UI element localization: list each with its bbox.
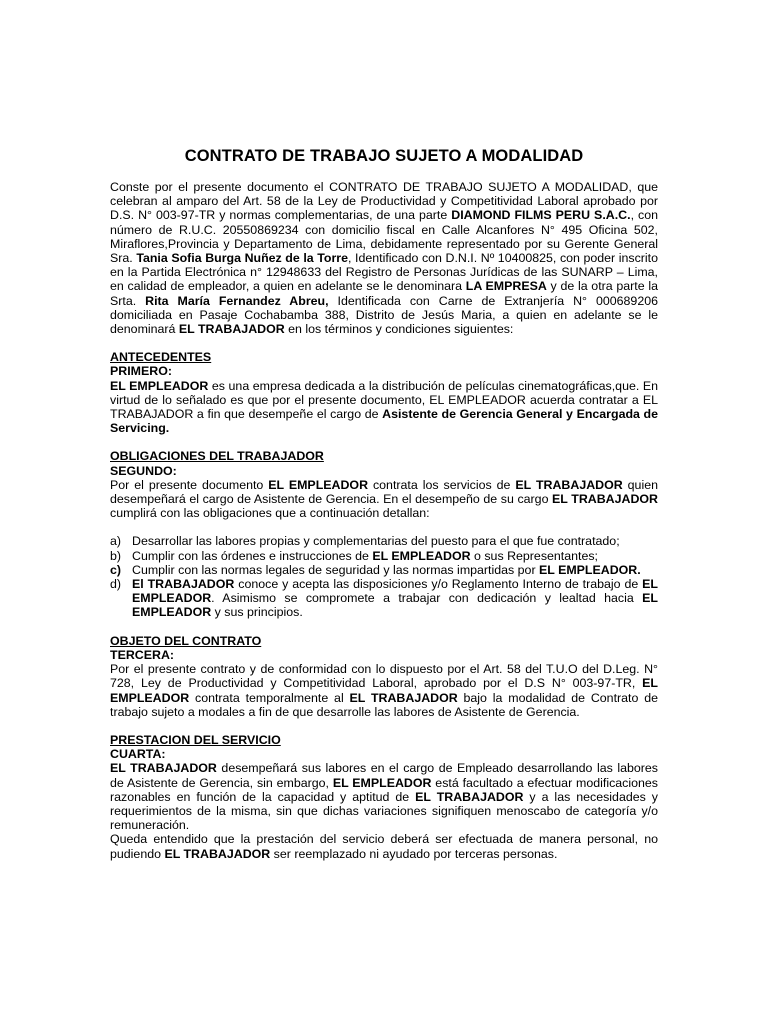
text-run: está facultado a efectuar modificaciones razonables en función de la capacidad y aptitud de (110, 775, 659, 804)
list-item (110, 549, 658, 563)
text-run: Por el presente documento (110, 477, 269, 492)
bold-text-run: LA EMPRESA (465, 279, 547, 294)
text-run: quien desempeñará el cargo de Asistente de Gerencia. En el desempeño de su cargo (110, 477, 658, 507)
text-run: contrata temporalmente al (189, 690, 350, 705)
bold-text-run: El TRABAJADOR (132, 577, 235, 592)
text-run: y de la otra parte la Srta. (110, 279, 658, 308)
bold-text-run: EL EMPLEADOR (110, 378, 209, 393)
list-marker: a) (110, 534, 122, 549)
text-run: Desarrollar las labores propias y complementarias del puesto para el que fue contratado; (132, 534, 620, 549)
text-run: Cumplir con las órdenes e instrucciones de (132, 548, 373, 563)
bold-text-run: EL EMPLEADOR (332, 775, 432, 790)
bold-text-run: EL EMPLEADOR (268, 477, 369, 492)
obligations-list (110, 534, 658, 619)
text-run: cumplirá con las obligaciones que a continuación detallan: (110, 506, 430, 521)
bold-text-run: EL EMPLEADOR (132, 577, 658, 606)
text-run: es una empresa dedicada a la distribución de películas cinematográficas,que. En virtud de lo señalado es que por el presente documento, EL EMPLEADOR acuerda contratar a EL TRABAJADOR a fin que desempeñe el cargo de (110, 378, 659, 422)
section-paragraph (110, 662, 658, 719)
bold-text-run: EL EMPLEADOR (132, 591, 658, 620)
bold-text-run: EL TRABAJADOR (178, 322, 285, 337)
text-run: y sus principios. (211, 605, 303, 620)
text-run: Queda entendido que la prestación del servicio deberá ser efectuada de manera personal, no pudiendo (110, 832, 658, 861)
text-run: y a las necesidades y requerimientos de la misma, sin que dichas variaciones signifiquen menoscabo de categoría y/o remuneración. (110, 789, 658, 833)
bold-text-run: EL TRABAJADOR (110, 761, 217, 776)
text-run: Identificada con Carne de Extranjería N° 000689206 domiciliada en Pasaje Cochabamba 388, Distrito de Jesús Maria, a quien en adelante se le denominará (110, 293, 658, 337)
bold-text-run: EL TRABAJADOR (552, 492, 658, 507)
bold-text-run: Rita María Fernandez Abreu, (145, 293, 329, 308)
spacer (110, 435, 658, 449)
text-run: contrata los servicios de (368, 477, 516, 492)
text-run: desempeñará sus labores en el cargo de Empleado desarrollando las labores de Asistente de Gerencia, sin embargo, (110, 761, 658, 790)
bold-text-run: EL EMPLEADOR (372, 548, 471, 563)
text-run: . Asimismo se compromete a trabajar con dedicación y lealtad hacia (211, 591, 643, 606)
document-body (110, 180, 658, 861)
bold-text-run: EL TRABAJADOR (164, 846, 271, 861)
document-title: CONTRATO DE TRABAJO SUJETO A MODALIDAD (184, 147, 584, 165)
clause-label: CUARTA: (110, 747, 166, 762)
section-obligaciones (110, 449, 658, 619)
text-run: bajo la modalidad de Contrato de trabajo sujeto a modales a fin de que desarrolle las labores de Asistente de Gerencia. (110, 690, 658, 719)
spacer (110, 520, 658, 534)
text-run: Cumplir con las normas legales de seguridad y las normas impartidas por (132, 562, 540, 577)
text-run: , con número de R.U.C. 20550869234 con domicilio fiscal en Calle Alcanfores N° 495 Oficina 502, Miraflores,Provincia y Departamento de Lima, debidamente representado por su Gerente General Sra. (110, 208, 658, 266)
section-heading: OBLIGACIONES DEL TRABAJADOR (110, 449, 324, 464)
section-antecedentes (110, 350, 658, 435)
bold-text-run: EL EMPLEADOR. (539, 562, 641, 577)
section-heading: ANTECEDENTES (110, 350, 212, 365)
text-run: conoce y acepta las disposiciones y/o Reglamento Interno de trabajo de (234, 577, 643, 592)
text-run: ser reemplazado ni ayudado por terceras personas. (270, 846, 558, 861)
section-heading: OBJETO DEL CONTRATO (110, 633, 262, 648)
text-run: Por el presente contrato y de conformidad con lo dispuesto por el Art. 58 del T.U.O del D.Leg. N° 728, Ley de Productividad y Competitividad Laboral, aprobado por el D.S N° 003-97-TR, (110, 662, 658, 691)
text-run: en los términos y condiciones siguientes: (284, 322, 514, 337)
section-heading: PRESTACION DEL SERVICIO (110, 732, 281, 747)
text-run: Conste por el presente documento el CONTRATO DE TRABAJO SUJETO A MODALIDAD, que celebran al amparo del Art. 58 de la Ley de Productividad y Competitividad Laboral aprobado por D.S. N° 003-97-TR y normas complementarias, de una parte (110, 180, 658, 223)
spacer (110, 620, 658, 634)
intro-paragraph (110, 180, 658, 336)
bold-text-run: DIAMOND FILMS PERU S.A.C. (451, 208, 631, 223)
clause-label: PRIMERO: (110, 364, 172, 379)
text-run: , Identificado con D.N.I. Nº 10400825, con poder inscrito en la Partida Electrónica n° 12948633 del Registro de Personas Jurídicas de las SUNARP – Lima, en calidad de empleador, a quien en adelante se le denominara (110, 251, 659, 294)
list-item (110, 534, 658, 548)
list-marker: b) (110, 548, 122, 563)
list-marker: c) (110, 562, 122, 577)
clause-label: SEGUNDO: (110, 463, 177, 478)
bold-text-run: EL TRABAJADOR (515, 477, 623, 492)
list-item (110, 563, 658, 577)
bold-text-run: EL TRABAJADOR (415, 789, 524, 804)
text-run: o sus Representantes; (470, 548, 598, 563)
bold-text-run: EL EMPLEADOR (110, 676, 658, 705)
list-marker: d) (110, 577, 122, 592)
list-item (110, 577, 658, 620)
spacer (110, 336, 658, 350)
spacer (110, 719, 658, 733)
bold-text-run: Asistente de Gerencia General y Encargada de Servicing. (110, 407, 659, 436)
clause-label: TERCERA: (110, 647, 175, 662)
bold-text-run: EL TRABAJADOR (349, 690, 458, 705)
section-paragraph (110, 478, 658, 521)
section-paragraph (110, 761, 658, 832)
section-paragraph (110, 379, 658, 436)
section-objeto (110, 634, 658, 719)
section-paragraph (110, 832, 658, 860)
section-prestacion (110, 733, 658, 861)
bold-text-run: Tania Sofia Burga Nuñez de la Torre (136, 251, 348, 266)
